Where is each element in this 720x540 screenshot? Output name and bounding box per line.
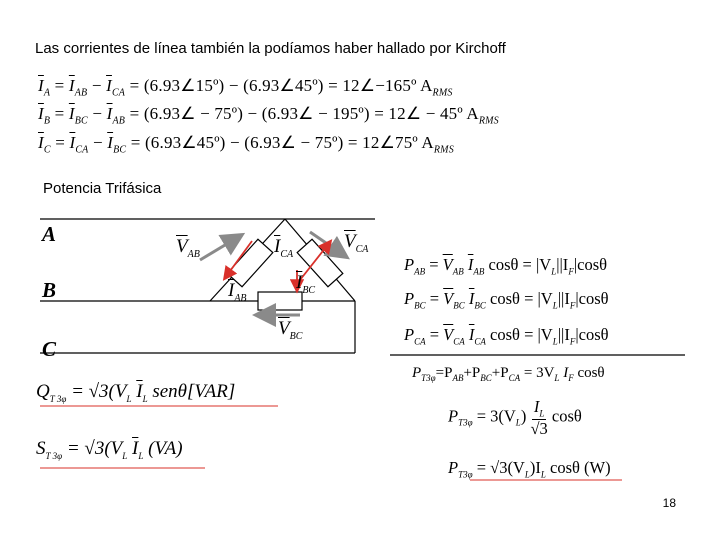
bus-label-b: B <box>42 278 57 302</box>
label-v-ab: $\overline{V}_{AB}$ <box>176 236 200 260</box>
label-i-bc: $\overline{I}_{BC}$ <box>296 272 316 296</box>
line-current-eq-c: $\overline{I}_C = \overline{I}_{CA} - \overline{I}_{BC}$ = (6.93∠45º) − (6.93∠ − 75º) = 12∠75º $A_{RMS}$ <box>38 133 454 156</box>
total-power-sum: $P_{T3\varphi}=P_{AB}+P_{BC}+P_{CA} = 3V_L$ $I_F$ cosθ <box>412 365 605 383</box>
bus-label-c: C <box>42 337 57 361</box>
section-title: Potencia Trifásica <box>43 180 162 197</box>
total-power-line3: $P_{T3\varphi} = √3(V_L)I_L$ cosθ (W) <box>448 458 611 480</box>
phase-power-bc: $P_{BC} = \overline{V}_{BC}$ $\overline{I}_{BC}$ $\cos\theta = |V_L||I_F|\cos\theta$ <box>404 289 609 311</box>
page-number: 18 <box>662 496 676 510</box>
label-v-bc: $\overline{V}_{BC}$ <box>278 318 303 342</box>
line-current-eq-a: $\overline{I}_A = \overline{I}_{AB} - \overline{I}_{CA}$ = (6.93∠15º) − (6.93∠45º) = 12∠−165º $A_{RMS}$ <box>38 76 453 99</box>
bus-label-a: A <box>42 222 57 246</box>
total-power-line2: $P_{T3\varphi} = 3(V_L)$ $\frac{I_L}{√3}$ cosθ <box>448 397 582 438</box>
reactive-power-eq: $Q_{T 3\varphi} = √3(V_L$ $\overline{I}_L$ senθ[VAR] <box>36 381 236 404</box>
label-v-ca: $\overline{V}_{CA}$ <box>344 231 369 255</box>
phase-power-ca: $P_{CA} = \overline{V}_{CA}$ $\overline{I}_{CA}$ $\cos\theta = |V_L||I_F|\cos\theta$ <box>404 325 609 347</box>
line-current-eq-b: $\overline{I}_B = \overline{I}_{BC} - \overline{I}_{AB}$ = (6.93∠ − 75º) − (6.93∠ − 195º) = 12∠ − 45º $A_{RMS}$ <box>38 104 499 127</box>
phase-power-ab: $P_{AB} = \overline{V}_{AB}$ $\overline{I}_{AB}$ $\cos\theta = |V_L||I_F|\cos\theta$ <box>404 255 608 277</box>
label-i-ab: $\overline{I}_{AB}$ <box>228 280 247 304</box>
apparent-power-eq: $S_{T 3\varphi} = √3(V_L$ $\overline{I}_L$ (VA) <box>36 438 183 461</box>
arrow-v-ab <box>200 236 240 260</box>
label-i-ca: $\overline{I}_{CA}$ <box>274 236 294 260</box>
slide-title: Las corrientes de línea también la podíamos haber hallado por Kirchoff <box>35 40 506 57</box>
